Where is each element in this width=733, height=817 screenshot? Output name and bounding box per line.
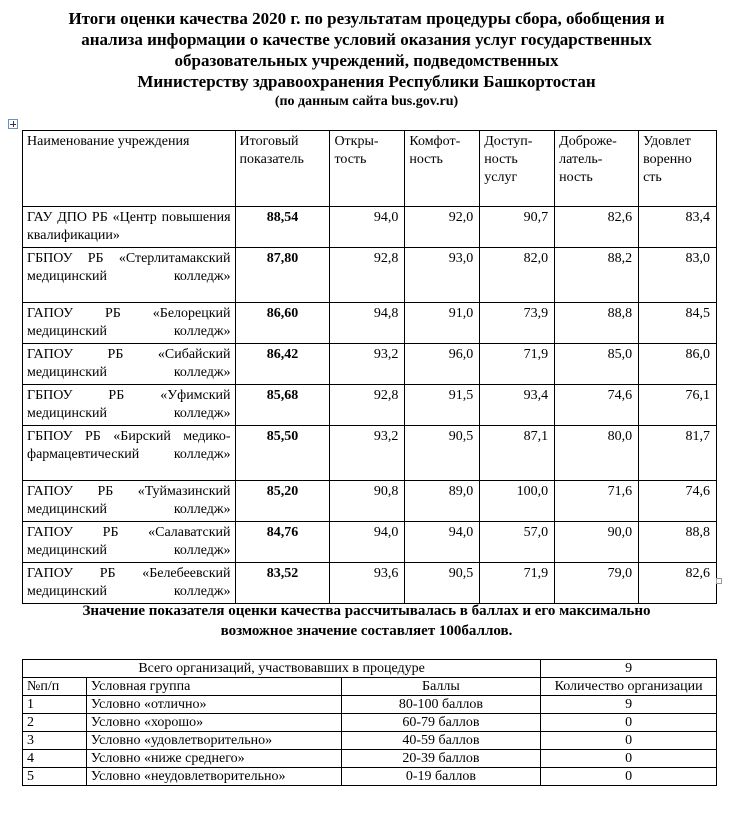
note-line: Значение показателя оценки качества рассчитывалась в баллах и его максимально bbox=[82, 603, 651, 619]
total-score: 86,60 bbox=[235, 303, 330, 344]
score-value: 94,0 bbox=[330, 207, 405, 248]
score-value: 82,6 bbox=[555, 207, 639, 248]
header-cell: Откры-тость bbox=[330, 131, 405, 207]
score-value: 82,0 bbox=[480, 248, 555, 303]
table-row bbox=[23, 714, 717, 732]
institution-name: ГАУ ДПО РБ «Центр повышения квалификации» bbox=[23, 207, 236, 248]
table-row bbox=[23, 696, 717, 714]
total-label: Всего организаций, участвовавших в процедуре bbox=[23, 660, 541, 678]
total-score: 83,52 bbox=[235, 563, 330, 604]
score-value: 74,6 bbox=[555, 385, 639, 426]
points-range: 20-39 баллов bbox=[341, 750, 541, 768]
score-value: 94,0 bbox=[405, 522, 480, 563]
org-count: 0 bbox=[541, 750, 717, 768]
institution-name: ГАПОУ РБ «Белебеевский медицинский колледж» bbox=[23, 563, 236, 604]
score-value: 88,2 bbox=[555, 248, 639, 303]
total-score: 86,42 bbox=[235, 344, 330, 385]
score-value: 100,0 bbox=[480, 481, 555, 522]
score-value: 71,9 bbox=[480, 563, 555, 604]
org-count: 0 bbox=[541, 732, 717, 750]
score-value: 90,5 bbox=[405, 563, 480, 604]
points-range: 40-59 баллов bbox=[341, 732, 541, 750]
score-value: 83,0 bbox=[639, 248, 717, 303]
table-row bbox=[23, 344, 717, 385]
header-cell: Количество организации bbox=[541, 678, 717, 696]
score-value: 91,0 bbox=[405, 303, 480, 344]
header-cell: Условная группа bbox=[86, 678, 341, 696]
header-cell: Наименование учреждения bbox=[23, 131, 236, 207]
score-value: 57,0 bbox=[480, 522, 555, 563]
table-resize-handle[interactable] bbox=[716, 578, 722, 584]
title-line: Итоги оценки качества 2020 г. по результатам процедуры сбора, обобщения и bbox=[68, 9, 665, 28]
row-number: 4 bbox=[23, 750, 87, 768]
group-name: Условно «хорошо» bbox=[86, 714, 341, 732]
score-value: 92,8 bbox=[330, 248, 405, 303]
row-number: 1 bbox=[23, 696, 87, 714]
institution-name: ГБПОУ РБ «Уфимский медицинский колледж» bbox=[23, 385, 236, 426]
points-range: 60-79 баллов bbox=[341, 714, 541, 732]
score-value: 87,1 bbox=[480, 426, 555, 481]
header-cell: Комфот-ность bbox=[405, 131, 480, 207]
points-range: 80-100 баллов bbox=[341, 696, 541, 714]
score-value: 73,9 bbox=[480, 303, 555, 344]
table-row bbox=[23, 768, 717, 786]
institution-name: ГБПОУ РБ «Стерлитамакский медицинский колледж» bbox=[23, 248, 236, 303]
score-value: 84,5 bbox=[639, 303, 717, 344]
score-note bbox=[0, 601, 733, 641]
row-number: 5 bbox=[23, 768, 87, 786]
table-header-row bbox=[23, 678, 717, 696]
score-value: 81,7 bbox=[639, 426, 717, 481]
org-count: 0 bbox=[541, 768, 717, 786]
score-value: 92,0 bbox=[405, 207, 480, 248]
total-value: 9 bbox=[541, 660, 717, 678]
note-line: возможное значение составляет 100баллов. bbox=[220, 623, 513, 639]
score-value: 88,8 bbox=[555, 303, 639, 344]
score-value: 85,0 bbox=[555, 344, 639, 385]
score-value: 88,8 bbox=[639, 522, 717, 563]
header-cell: №п/п bbox=[23, 678, 87, 696]
score-value: 93,2 bbox=[330, 426, 405, 481]
table-row bbox=[23, 248, 717, 303]
score-value: 83,4 bbox=[639, 207, 717, 248]
group-name: Условно «неудовлетворительно» bbox=[86, 768, 341, 786]
total-score: 85,20 bbox=[235, 481, 330, 522]
table-row bbox=[23, 385, 717, 426]
total-row bbox=[23, 660, 717, 678]
group-name: Условно «удовлетворительно» bbox=[86, 732, 341, 750]
header-cell: Доброже-латель-ность bbox=[555, 131, 639, 207]
document-subtitle: (по данным сайта bus.gov.ru) bbox=[274, 94, 459, 109]
score-value: 96,0 bbox=[405, 344, 480, 385]
score-value: 93,2 bbox=[330, 344, 405, 385]
document-title bbox=[0, 8, 733, 92]
score-value: 86,0 bbox=[639, 344, 717, 385]
total-score: 87,80 bbox=[235, 248, 330, 303]
org-count: 0 bbox=[541, 714, 717, 732]
table-row bbox=[23, 303, 717, 344]
score-value: 93,0 bbox=[405, 248, 480, 303]
table-row bbox=[23, 207, 717, 248]
table-row bbox=[23, 426, 717, 481]
header-cell: Итоговый показатель bbox=[235, 131, 330, 207]
score-value: 94,8 bbox=[330, 303, 405, 344]
table-row bbox=[23, 563, 717, 604]
score-groups-table bbox=[22, 659, 717, 786]
table-move-handle-icon[interactable] bbox=[8, 119, 18, 129]
score-value: 90,8 bbox=[330, 481, 405, 522]
score-value: 90,0 bbox=[555, 522, 639, 563]
score-value: 94,0 bbox=[330, 522, 405, 563]
institution-name: ГАПОУ РБ «Белорецкий медицинский колледж» bbox=[23, 303, 236, 344]
score-value: 79,0 bbox=[555, 563, 639, 604]
institution-name: ГБПОУ РБ «Бирский медико-фармацевтический колледж» bbox=[23, 426, 236, 481]
row-number: 2 bbox=[23, 714, 87, 732]
score-value: 76,1 bbox=[639, 385, 717, 426]
table-row bbox=[23, 522, 717, 563]
score-value: 90,5 bbox=[405, 426, 480, 481]
total-score: 84,76 bbox=[235, 522, 330, 563]
table-row bbox=[23, 481, 717, 522]
institution-name: ГАПОУ РБ «Туймазинский медицинский колледж» bbox=[23, 481, 236, 522]
score-value: 80,0 bbox=[555, 426, 639, 481]
group-name: Условно «отлично» bbox=[86, 696, 341, 714]
table-row bbox=[23, 732, 717, 750]
score-value: 93,6 bbox=[330, 563, 405, 604]
institution-name: ГАПОУ РБ «Сибайский медицинский колледж» bbox=[23, 344, 236, 385]
score-value: 91,5 bbox=[405, 385, 480, 426]
points-range: 0-19 баллов bbox=[341, 768, 541, 786]
total-score: 85,50 bbox=[235, 426, 330, 481]
total-score: 85,68 bbox=[235, 385, 330, 426]
row-number: 3 bbox=[23, 732, 87, 750]
score-value: 90,7 bbox=[480, 207, 555, 248]
quality-results-table bbox=[22, 130, 717, 604]
table-row bbox=[23, 750, 717, 768]
header-cell: Удовлет воренно сть bbox=[639, 131, 717, 207]
header-cell: Доступ-ность услуг bbox=[480, 131, 555, 207]
score-value: 82,6 bbox=[639, 563, 717, 604]
table-header-row bbox=[23, 131, 717, 207]
header-cell: Баллы bbox=[341, 678, 541, 696]
score-value: 89,0 bbox=[405, 481, 480, 522]
score-value: 74,6 bbox=[639, 481, 717, 522]
score-value: 93,4 bbox=[480, 385, 555, 426]
score-value: 92,8 bbox=[330, 385, 405, 426]
score-value: 71,9 bbox=[480, 344, 555, 385]
title-line: образовательных учреждений, подведомственных bbox=[174, 51, 559, 70]
org-count: 9 bbox=[541, 696, 717, 714]
institution-name: ГАПОУ РБ «Салаватский медицинский колледж» bbox=[23, 522, 236, 563]
score-value: 71,6 bbox=[555, 481, 639, 522]
group-name: Условно «ниже среднего» bbox=[86, 750, 341, 768]
total-score: 88,54 bbox=[235, 207, 330, 248]
title-line: Министерству здравоохранения Республики Башкортостан bbox=[137, 72, 596, 91]
title-line: анализа информации о качестве условий оказания услуг государственных bbox=[81, 30, 652, 49]
